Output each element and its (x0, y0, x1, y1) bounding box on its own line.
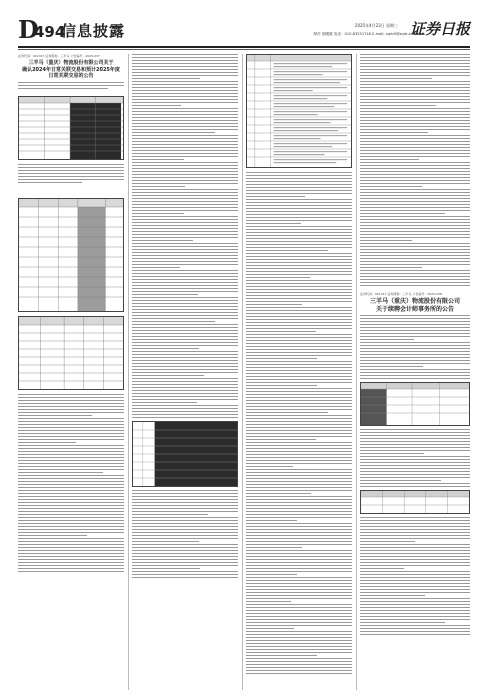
column-1 (18, 54, 124, 690)
column-divider (356, 54, 357, 690)
transaction-table (18, 198, 124, 312)
column-divider (242, 54, 243, 690)
service-table (246, 54, 352, 168)
announcement-title-line: 三羊马（重庆）物流股份有限公司关于 (28, 60, 114, 66)
announcement-meta: 证券代码：001317 证券简称：三羊马 公告编号：2025-038 (360, 292, 442, 296)
body-text (18, 82, 124, 94)
transaction-table (18, 96, 124, 160)
body-text (360, 517, 470, 635)
masthead-rule-thin (18, 49, 470, 50)
announcement-meta: 证券代码：001317 证券简称：三羊马 公告编号：2025-037 (18, 54, 100, 58)
masthead-rule (18, 46, 470, 48)
body-text (360, 315, 470, 379)
newspaper-logo: 证券日报 (409, 20, 470, 38)
announcement-title-line: 确认2024年日常关联交易和预计2025年度 (22, 66, 120, 73)
issue-date: 2025年4月23日 星期三 (354, 23, 398, 28)
transaction-table (18, 316, 124, 390)
transaction-table (132, 421, 238, 487)
masthead (18, 15, 470, 44)
body-text (360, 429, 470, 487)
page-letter: D (18, 15, 39, 44)
body-text (18, 164, 124, 194)
editor-contact: 制作 胡媛媛 电话：010-83251716 E-mail: zqrb9@zqrb.sina.net (313, 32, 423, 36)
announcement-title-line: 三羊马（重庆）物流股份有限公司 (369, 298, 460, 305)
body-text (18, 394, 124, 572)
auditor-table (360, 382, 470, 426)
announcement-title (18, 60, 124, 80)
section-title: 信息披露 (61, 22, 126, 40)
body-text (360, 54, 470, 286)
announcement-block (360, 292, 470, 313)
column-2 (132, 54, 238, 690)
body-text (132, 490, 238, 578)
announcement-title (360, 298, 470, 313)
column-divider (128, 54, 129, 690)
body-text (246, 172, 352, 674)
body-text (132, 54, 238, 418)
column-3 (246, 54, 352, 690)
announcement-title-line: 关于续聘会计师事务所的公告 (375, 305, 454, 313)
page-number: 494 (34, 23, 66, 41)
column-4 (360, 54, 470, 690)
auditor-table (360, 490, 470, 514)
announcement-title-line: 日常关联交易的公告 (48, 73, 94, 79)
